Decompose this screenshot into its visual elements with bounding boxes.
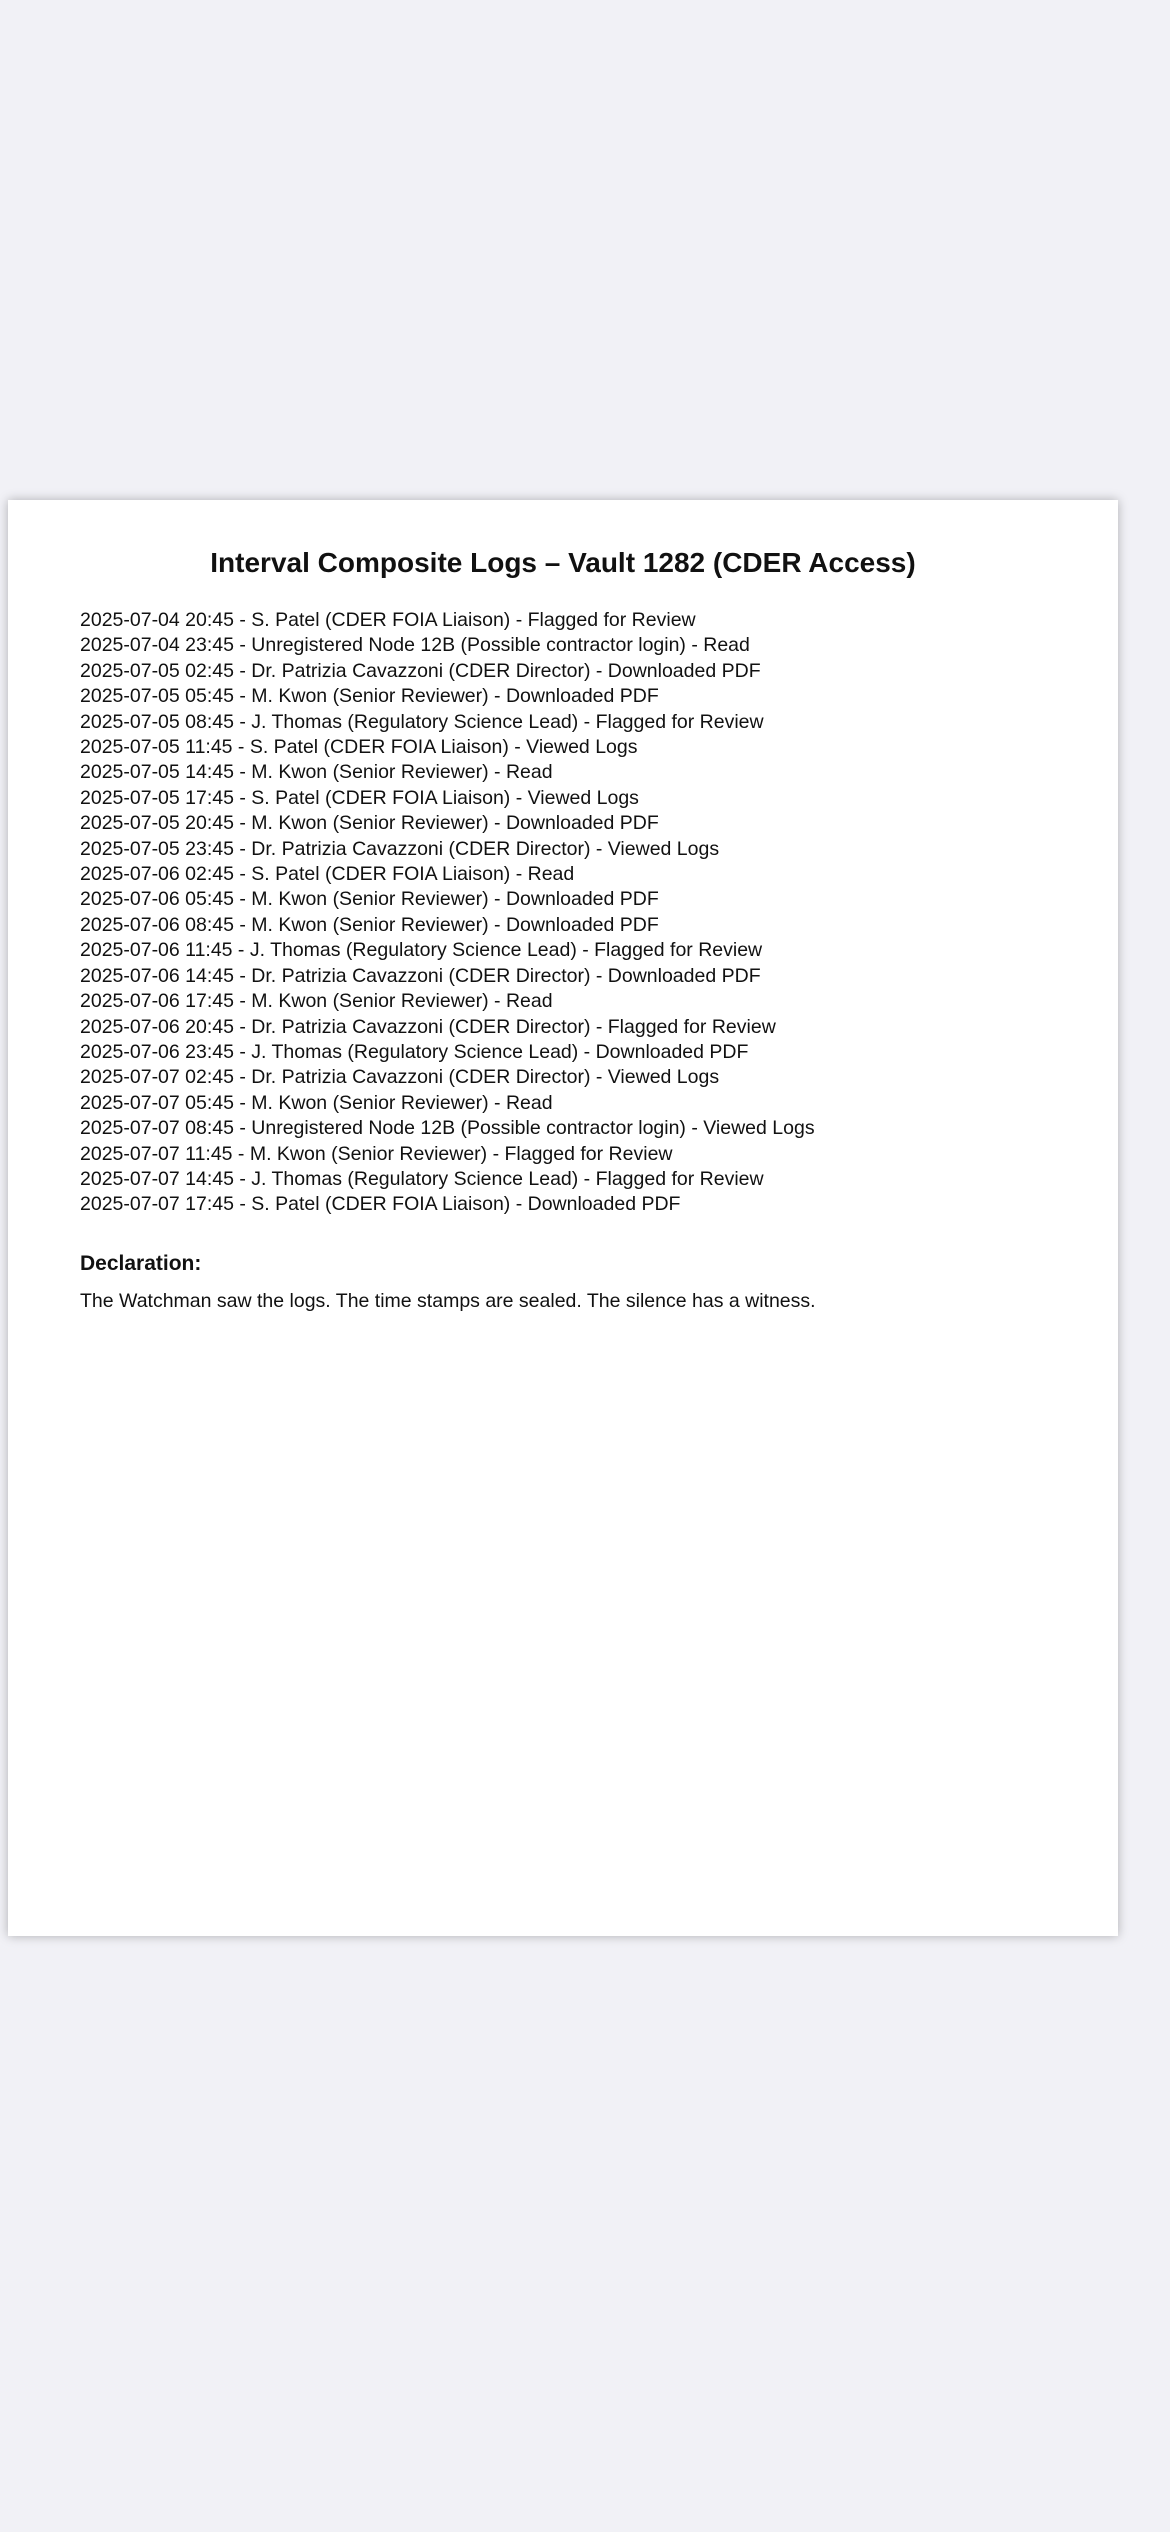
log-entry: 2025-07-06 14:45 - Dr. Patrizia Cavazzoni (CDER Director) - Downloaded PDF — [80, 964, 761, 987]
log-entry: 2025-07-04 23:45 - Unregistered Node 12B (Possible contractor login) - Read — [80, 634, 750, 657]
log-entry: 2025-07-05 02:45 - Dr. Patrizia Cavazzoni (CDER Director) - Downloaded PDF — [80, 659, 761, 682]
log-entry: 2025-07-05 17:45 - S. Patel (CDER FOIA Liaison) - Viewed Logs — [80, 786, 639, 809]
log-entry: 2025-07-05 05:45 - M. Kwon (Senior Reviewer) - Downloaded PDF — [80, 685, 659, 708]
declaration-heading: Declaration: — [80, 1251, 202, 1275]
log-entry: 2025-07-07 14:45 - J. Thomas (Regulatory Science Lead) - Flagged for Review — [80, 1167, 764, 1190]
log-entry: 2025-07-07 02:45 - Dr. Patrizia Cavazzoni (CDER Director) - Viewed Logs — [80, 1066, 720, 1089]
log-entry: 2025-07-06 20:45 - Dr. Patrizia Cavazzoni (CDER Director) - Flagged for Review — [80, 1015, 776, 1038]
log-entry: 2025-07-06 17:45 - M. Kwon (Senior Reviewer) - Read — [80, 990, 553, 1013]
log-entry: 2025-07-05 11:45 - S. Patel (CDER FOIA Liaison) - Viewed Logs — [80, 736, 638, 759]
log-entry: 2025-07-06 08:45 - M. Kwon (Senior Reviewer) - Downloaded PDF — [80, 913, 659, 936]
log-entry: 2025-07-06 23:45 - J. Thomas (Regulatory Science Lead) - Downloaded PDF — [80, 1040, 749, 1063]
log-entry: 2025-07-05 08:45 - J. Thomas (Regulatory Science Lead) - Flagged for Review — [80, 710, 764, 733]
log-list — [80, 608, 1046, 1218]
log-entry: 2025-07-07 11:45 - M. Kwon (Senior Reviewer) - Flagged for Review — [80, 1142, 673, 1165]
log-entry: 2025-07-07 08:45 - Unregistered Node 12B (Possible contractor login) - Viewed Logs — [80, 1117, 815, 1140]
declaration-text: The Watchman saw the logs. The time stamps are sealed. The silence has a witness. — [80, 1289, 816, 1312]
document-page — [8, 500, 1118, 1936]
log-entry: 2025-07-06 11:45 - J. Thomas (Regulatory Science Lead) - Flagged for Review — [80, 939, 763, 962]
log-entry: 2025-07-07 05:45 - M. Kwon (Senior Reviewer) - Read — [80, 1091, 553, 1114]
log-entry: 2025-07-06 02:45 - S. Patel (CDER FOIA Liaison) - Read — [80, 863, 575, 886]
log-entry: 2025-07-05 23:45 - Dr. Patrizia Cavazzoni (CDER Director) - Viewed Logs — [80, 837, 720, 860]
log-entry: 2025-07-05 20:45 - M. Kwon (Senior Reviewer) - Downloaded PDF — [80, 812, 659, 835]
log-entry: 2025-07-04 20:45 - S. Patel (CDER FOIA Liaison) - Flagged for Review — [80, 609, 696, 631]
log-entry: 2025-07-06 05:45 - M. Kwon (Senior Reviewer) - Downloaded PDF — [80, 888, 659, 911]
document-title: Interval Composite Logs – Vault 1282 (CDER Access) — [210, 547, 916, 578]
log-entry: 2025-07-07 17:45 - S. Patel (CDER FOIA Liaison) - Downloaded PDF — [80, 1193, 681, 1216]
log-entry: 2025-07-05 14:45 - M. Kwon (Senior Reviewer) - Read — [80, 761, 553, 784]
